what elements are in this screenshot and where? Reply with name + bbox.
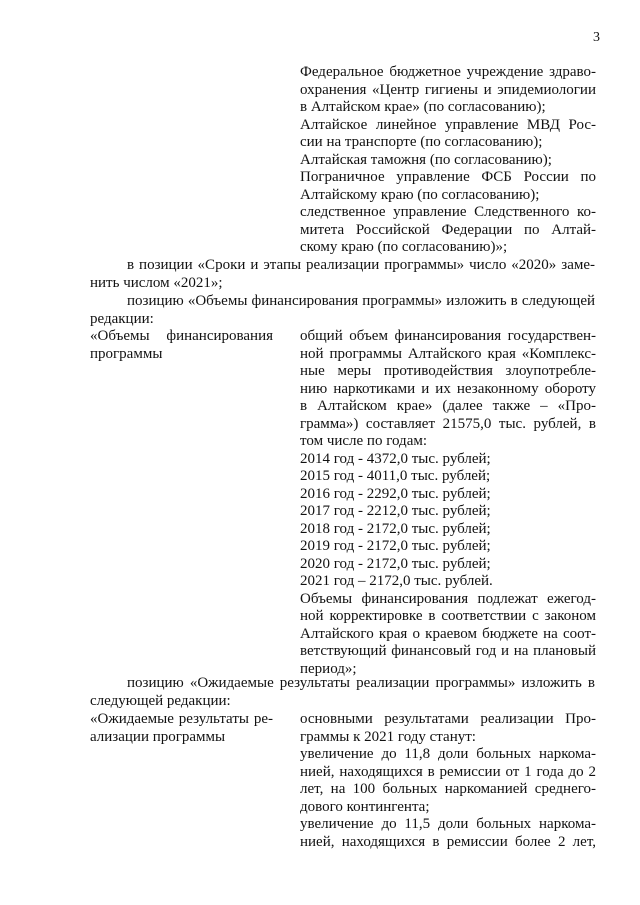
paragraph-line: нить числом «2021»;: [90, 274, 223, 291]
text-line: общий объем финансирования государствен-: [300, 328, 596, 344]
paragraph-line: следующей редакции:: [90, 692, 231, 709]
paragraph-line: позицию «Объемы финансирования программы» изложить в следующей: [127, 293, 595, 309]
text-line: ной программы Алтайского края «Комплекс-: [300, 345, 596, 362]
funding-year: 2014 год - 4372,0 тыс. рублей;: [300, 450, 491, 467]
text-line: граммы к 2021 году станут:: [300, 728, 476, 745]
funding-year: 2019 год - 2172,0 тыс. рублей;: [300, 538, 491, 554]
text-line: ные меры противодействия злоупотребле-: [300, 363, 596, 379]
label-line: ализации программы: [90, 728, 226, 745]
text-line: в Алтайском крае» (далее также – «Про-: [300, 398, 596, 414]
list-line: следственное управление Следственного ко-: [300, 204, 596, 220]
list-line: Алтайская таможня (по согласованию);: [300, 151, 552, 168]
list-line: Пограничное управление ФСБ России по: [300, 169, 596, 185]
funding-label: [90, 328, 273, 363]
text-line: ной корректировке в соответствии с законом: [300, 608, 596, 624]
text-line: Объемы финансирования подлежат ежегод-: [300, 590, 596, 607]
text-line: дового контингента;: [300, 798, 430, 815]
list-line: охранения «Центр гигиены и эпидемиологии: [300, 81, 596, 98]
funding-year: 2016 год - 2292,0 тыс. рублей;: [300, 485, 491, 502]
text-line: увеличение до 11,8 доли больных наркома-: [300, 746, 596, 762]
funding-content: [300, 328, 596, 678]
list-line: Алтайское линейное управление МВД Рос-: [300, 116, 596, 133]
text-line: грамма») составляет 21575,0 тыс. рублей, в: [300, 415, 596, 432]
list-line: Федеральное бюджетное учреждение здраво-: [300, 64, 596, 80]
list-line: Алтайскому краю (по согласованию);: [300, 186, 540, 203]
text-line: период»;: [300, 660, 357, 677]
list-line: скому краю (по согласованию)»;: [300, 239, 508, 255]
text-line: основными результатами реализации Про-: [300, 711, 596, 727]
text-line: нию наркотиками и их незаконному обороту: [300, 380, 596, 397]
paragraph-results: [90, 675, 595, 710]
paragraph-funding: [90, 293, 595, 328]
funding-year: 2017 год - 2212,0 тыс. рублей;: [300, 503, 491, 519]
results-label: [90, 711, 273, 746]
text-line: увеличение до 11,5 доли больных наркома-: [300, 816, 596, 832]
funding-year: 2021 год – 2172,0 тыс. рублей.: [300, 573, 493, 589]
funding-year: 2015 год - 4011,0 тыс. рублей;: [300, 468, 491, 484]
paragraph-line: в позиции «Сроки и этапы реализации программы» число «2020» заме-: [127, 257, 595, 273]
executors-list: [300, 64, 596, 257]
label-line: программы: [90, 345, 163, 362]
label-line: «Объемы финансирования: [90, 328, 273, 344]
label-line: «Ожидаемые результаты ре-: [90, 711, 273, 727]
list-line: сии на транспорте (по согласованию);: [300, 134, 543, 150]
funding-year: 2018 год - 2172,0 тыс. рублей;: [300, 520, 491, 537]
funding-year: 2020 год - 2172,0 тыс. рублей;: [300, 555, 491, 572]
results-content: [300, 711, 596, 851]
paragraph-terms: [90, 257, 595, 292]
text-line: нией, находящихся в ремиссии более 2 лет,: [300, 833, 596, 850]
list-line: в Алтайском крае» (по согласованию);: [300, 99, 546, 115]
paragraph-line: позицию «Ожидаемые результаты реализации программы» изложить в: [127, 675, 595, 691]
list-line: митета Российской Федерации по Алтай-: [300, 221, 596, 238]
text-line: Алтайского края о краевом бюджете на соот-: [300, 625, 596, 642]
text-line: нией, находящихся в ремиссии от 1 года до 2: [300, 763, 596, 780]
page-number: 3: [593, 30, 600, 45]
text-line: том числе по годам:: [300, 433, 428, 449]
text-line: лет, на 100 больных наркоманией среднего-: [300, 781, 596, 797]
text-line: ветствующий финансовый год и на плановый: [300, 643, 596, 659]
paragraph-line: редакции:: [90, 310, 154, 327]
